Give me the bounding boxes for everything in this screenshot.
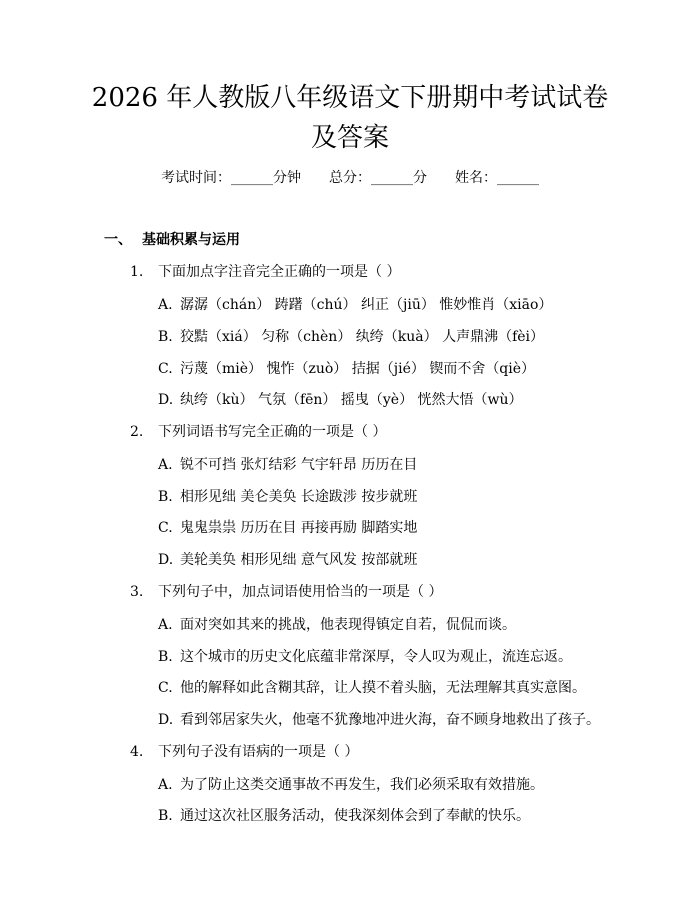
question-number: 2.: [130, 424, 144, 440]
option-label: A.: [158, 297, 173, 313]
page-title: [60, 78, 640, 158]
option-text: 通过这次社区服务活动，使我深刻体会到了奉献的快乐。: [180, 808, 530, 824]
question-4: [130, 742, 358, 762]
option-label: B.: [158, 649, 173, 665]
exam-score: 总分：______分: [329, 170, 427, 186]
question-2: [130, 422, 386, 442]
option-label: A.: [158, 617, 173, 633]
option: [158, 390, 523, 410]
question-number: 1.: [130, 264, 144, 280]
option-text: 锐不可挡 张灯结彩 气宇轩昂 历历在目: [180, 457, 418, 473]
question-3: [130, 582, 442, 602]
question-text: 下列词语书写完全正确的一项是（ ）: [158, 424, 387, 440]
option-label: D.: [158, 552, 174, 568]
option: [158, 327, 544, 347]
question-number: 4.: [130, 744, 144, 760]
option-label: C.: [158, 680, 173, 696]
option: [158, 678, 586, 698]
section-number: 一、: [104, 232, 132, 248]
option-text: 污蔑（miè） 愧怍（zuò） 拮据（jié） 锲而不舍（qiè）: [180, 361, 536, 377]
option: [158, 455, 417, 475]
exam-name: 姓名：______: [455, 170, 539, 186]
option-text: 美轮美奂 相形见绌 意气风发 按部就班: [180, 552, 418, 568]
exam-time: 考试时间：______分钟: [161, 170, 301, 186]
option-text: 狡黠（xiá） 匀称（chèn） 纨绔（kuà） 人声鼎沸（fèi）: [180, 329, 545, 345]
option: [158, 806, 530, 826]
question-number: 3.: [130, 584, 144, 600]
question-text: 下列句子没有语病的一项是（ ）: [158, 744, 359, 760]
option-label: C.: [158, 520, 173, 536]
title-line-1: 2026 年人教版八年级语文下册期中考试试卷: [91, 83, 609, 113]
option: [158, 550, 417, 570]
question-text: 下面加点字注音完全正确的一项是（ ）: [158, 264, 401, 280]
option-label: B.: [158, 329, 173, 345]
option-text: 相形见绌 美仑美奂 长途跋涉 按步就班: [180, 489, 418, 505]
exam-meta: [0, 168, 700, 188]
option-text: 为了防止这类交通事故不再发生，我们必须采取有效措施。: [180, 777, 544, 793]
option: [158, 359, 535, 379]
option: [158, 647, 572, 667]
option: [158, 710, 600, 730]
option-text: 这个城市的历史文化底蕴非常深厚，令人叹为观止，流连忘返。: [180, 649, 572, 665]
title-line-2: 及答案: [310, 123, 389, 153]
option-text: 看到邻居家失火，他毫不犹豫地冲进火海，奋不顾身地救出了孩子。: [180, 712, 600, 728]
option-text: 纨绔（kù） 气氛（fēn） 摇曳（yè） 恍然大悟（wù）: [180, 392, 523, 408]
option: [158, 518, 417, 538]
option: [158, 775, 544, 795]
question-1: [130, 262, 400, 282]
option: [158, 295, 552, 315]
option-label: A.: [158, 457, 173, 473]
option-label: D.: [158, 392, 174, 408]
section-heading: [104, 230, 240, 250]
question-text: 下列句子中，加点词语使用恰当的一项是（ ）: [158, 584, 443, 600]
option-text: 潺潺（chán） 踌躇（chú） 纠正（jiū） 惟妙惟肖（xiāo）: [180, 297, 553, 313]
option-label: D.: [158, 712, 174, 728]
option-label: B.: [158, 489, 173, 505]
option: [158, 615, 516, 635]
option-text: 面对突如其来的挑战，他表现得镇定自若，侃侃而谈。: [180, 617, 516, 633]
option-text: 鬼鬼祟祟 历历在目 再接再励 脚踏实地: [180, 520, 418, 536]
section-title: 基础积累与运用: [142, 232, 240, 248]
option-label: B.: [158, 808, 173, 824]
option-label: A.: [158, 777, 173, 793]
option: [158, 487, 417, 507]
option-label: C.: [158, 361, 173, 377]
option-text: 他的解释如此含糊其辞，让人摸不着头脑，无法理解其真实意图。: [180, 680, 586, 696]
